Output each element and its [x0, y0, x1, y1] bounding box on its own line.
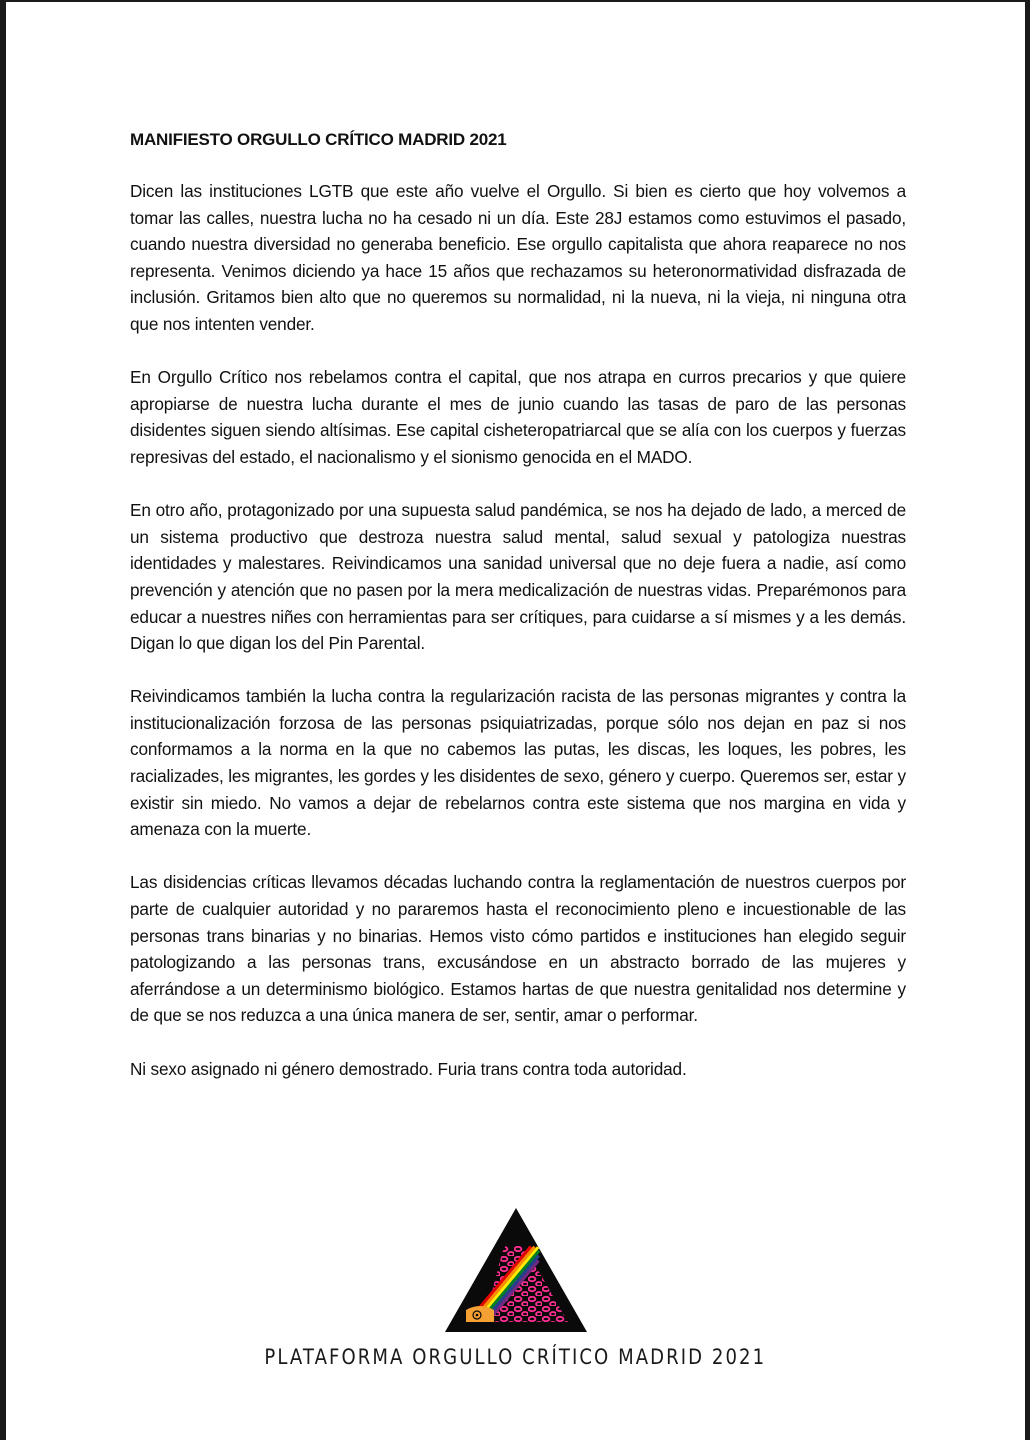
orgullo-critico-logo [444, 1206, 588, 1334]
closing-slogan: Ni sexo asignado ni género demostrado. Furia trans contra toda autoridad. [130, 1058, 687, 1079]
paragraph-4: Reivindicamos también la lucha contra la regularización racista de las personas migrantes y contra la institucionalización forzosa de las personas psiquiatrizadas, porque sólo nos dejan en paz si nos conformamos a la norma en la que no cabemos las putas, les discas, les loques, les pobres, les racializades, les migrantes, les gordes y les disidentes de sexo, género y cuerpo. Queremos ser, estar y existir sin miedo. No vamos a dejar de rebelarnos contra este sistema que nos margina en vida y amenaza con la muerte. [130, 686, 906, 840]
document-title: MANIFIESTO ORGULLO CRÍTICO MADRID 2021 [130, 130, 507, 149]
paragraph-2: En Orgullo Crítico nos rebelamos contra el capital, que nos atrapa en curros precarios y que quiere apropiarse de nuestra lucha durante el mes de junio cuando las tasas de paro de las personas disidentes siguen siendo altísimas. Ese capital cisheteropatriarcal que se alía con los cuerpos y fuerzas represivas del estado, el nacionalismo y el sionismo genocida en el MADO. [130, 367, 906, 467]
document-content [130, 128, 906, 1109]
triangle-prism-rainbow-icon [444, 1206, 588, 1334]
paragraph-1: Dicen las instituciones LGTB que este año vuelve el Orgullo. Si bien es cierto que hoy volvemos a tomar las calles, nuestra lucha no ha cesado ni un día. Este 28J estamos como estuvimos el pasado, cuando nuestra diversidad no generaba beneficio. Ese orgullo capitalista que ahora reaparece no nos representa. Venimos diciendo ya hace 15 años que rechazamos su heteronormatividad disfrazada de inclusión. Gritamos bien alto que no queremos su normalidad, ni la nueva, ni la vieja, ni ninguna otra que nos intenten vender. [130, 181, 906, 334]
paragraph-5: Las disidencias críticas llevamos décadas luchando contra la reglamentación de nuestros cuerpos por parte de cualquier autoridad y no pararemos hasta el reconocimiento pleno e incuestionable de las personas trans binarias y no binarias. Hemos visto cómo partidos e instituciones han elegido seguir patologizando a las personas trans, excusándose en un abstracto borrado de las mujeres y aferrándose a un determinismo biológico. Estamos hartas de que nuestra genitalidad nos determine y de que se nos reduzca a una única manera de ser, sentir, amar o performar. [130, 872, 906, 1026]
footer-organization: PLATAFORMA ORGULLO CRÍTICO MADRID 2021 [264, 1345, 767, 1369]
paragraph-3: En otro año, protagonizado por una supuesta salud pandémica, se nos ha dejado de lado, a merced de un sistema productivo que destroza nuestra salud mental, salud sexual y patologiza nuestras identidades y malestares. Reivindicamos una sanidad universal que no deje fuera a nadie, así como prevención y atención que no pasen por la mera medicalización de nuestras vidas. Preparémonos para educar a nuestres niñes con herramientas para ser crítiques, para cuidarse a sí mismes y a les demás. Digan lo que digan los del Pin Parental. [130, 500, 906, 654]
logo-emblem [466, 1306, 494, 1322]
